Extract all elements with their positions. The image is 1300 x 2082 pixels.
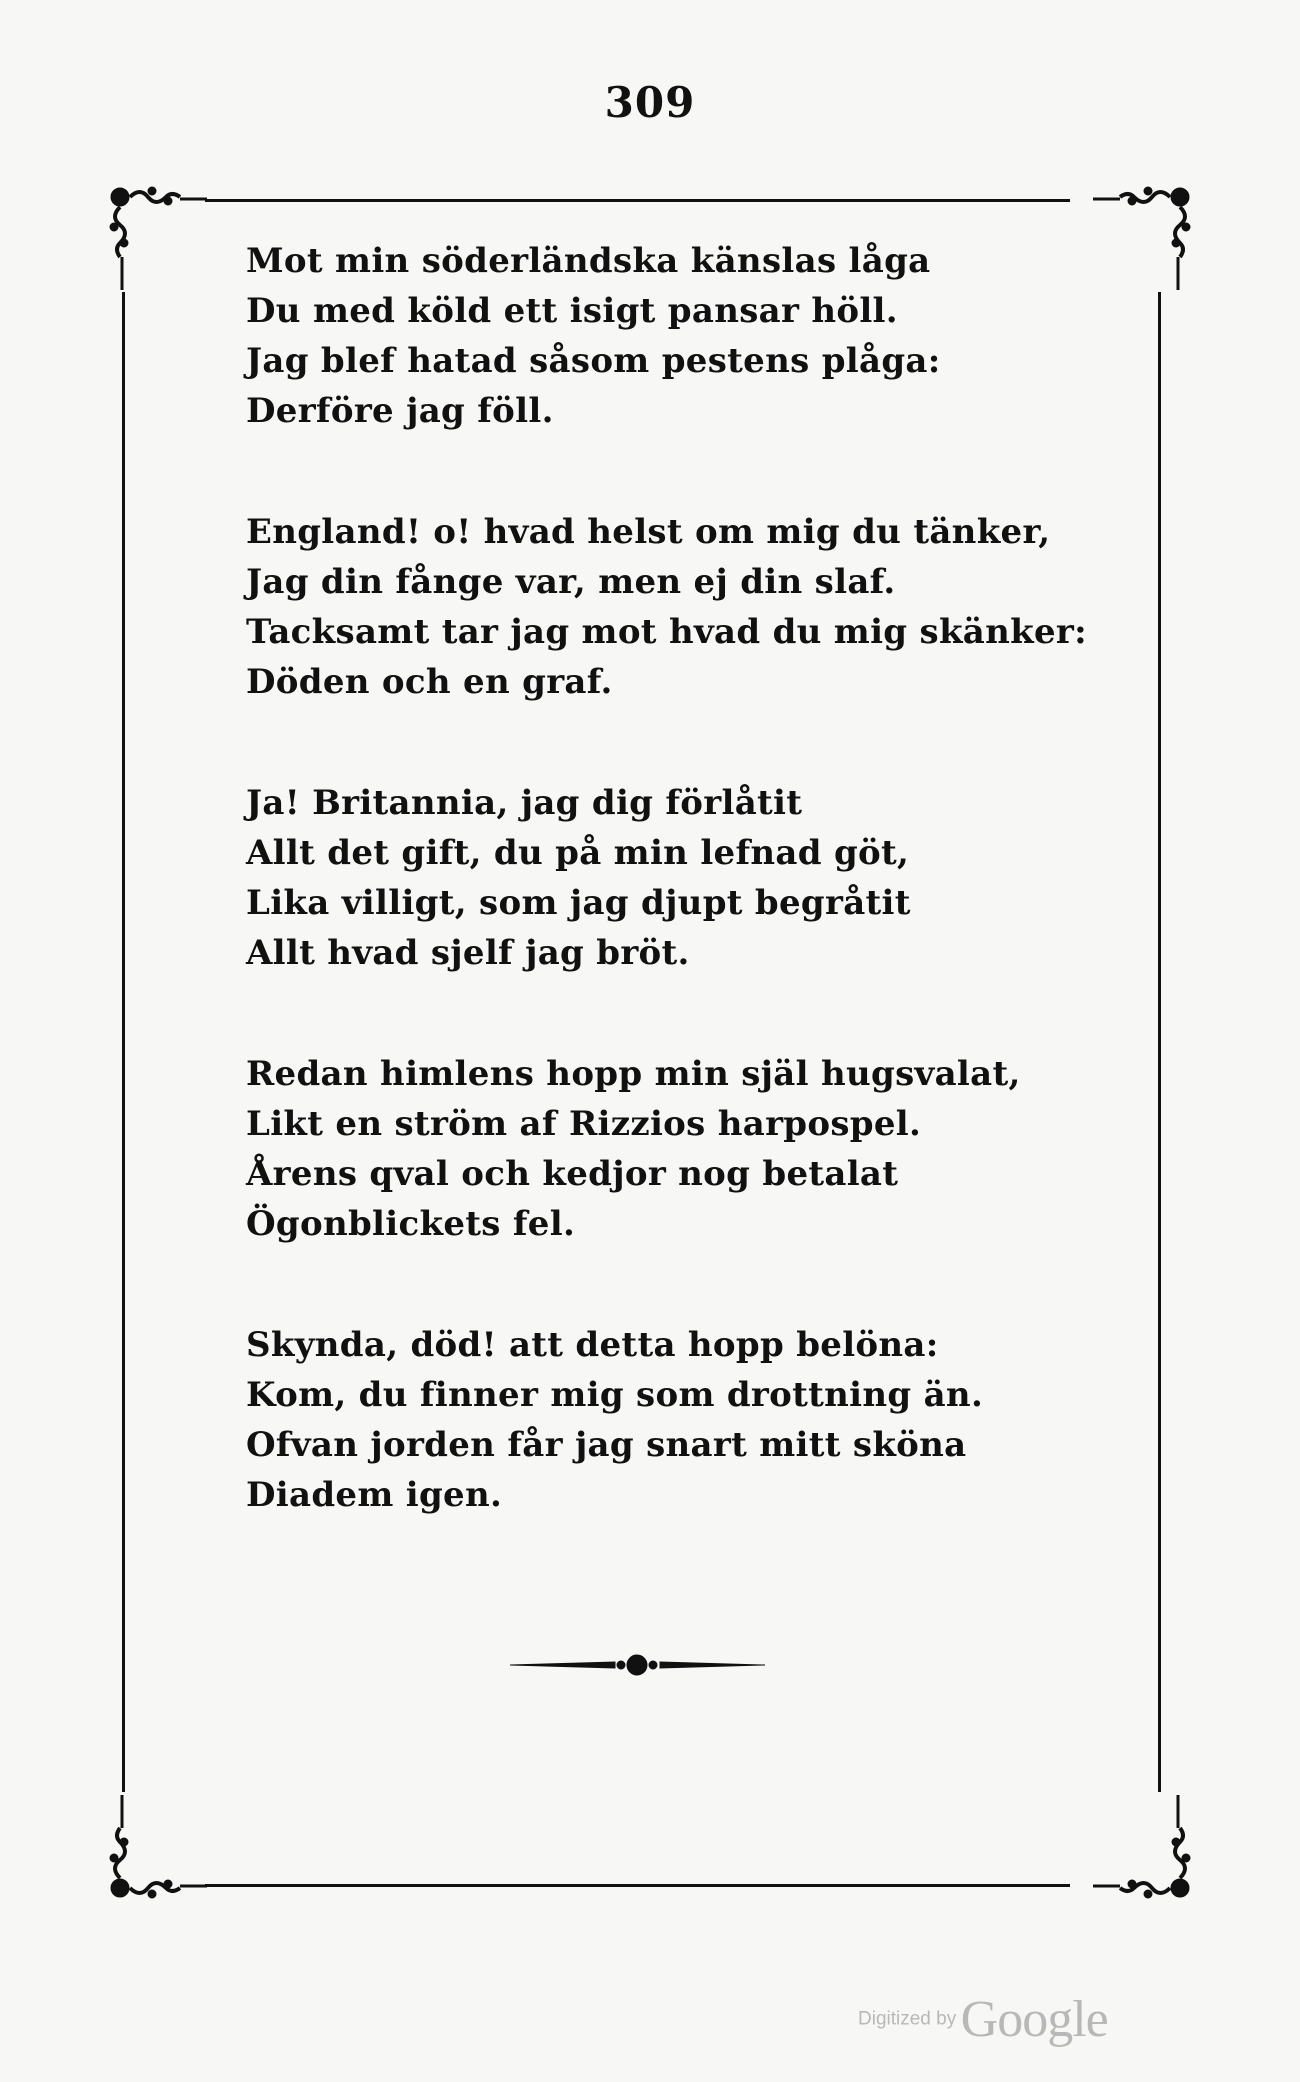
- verse-line: Jag din fånge var, men ej din slaf.: [246, 562, 896, 602]
- verse-line: Ja! Britannia, jag dig förlåtit: [246, 783, 803, 823]
- end-ornament: [505, 1650, 770, 1680]
- verse-line: Jag blef hatad såsom pestens plåga:: [246, 341, 941, 381]
- stanza-4: [246, 1049, 1046, 1249]
- frame-top-rule: [205, 199, 1070, 202]
- watermark-brand: Google: [960, 1991, 1108, 2048]
- verse-line: Lika villigt, som jag djupt begråtit: [246, 883, 911, 923]
- stanza-1: [246, 236, 1046, 436]
- verse-line: Allt det gift, du på min lefnad göt,: [246, 833, 910, 873]
- watermark-prefix: Digitized by: [858, 2008, 957, 2030]
- verse-line: Ögonblickets fel.: [246, 1204, 576, 1244]
- verse-line: Allt hvad sjelf jag bröt.: [246, 933, 690, 973]
- verse-line: Döden och en graf.: [246, 662, 613, 702]
- page-number: 309: [604, 78, 696, 127]
- stanza-5: [246, 1320, 1046, 1520]
- frame-bottom-rule: [205, 1884, 1070, 1887]
- corner-ornament-bottom-right: [1078, 1790, 1198, 1910]
- verse-line: Årens qval och kedjor nog betalat: [246, 1154, 899, 1194]
- verse-line: Du med köld ett isigt pansar höll.: [246, 291, 898, 331]
- corner-ornament-bottom-left: [102, 1790, 222, 1910]
- verse-line: Redan himlens hopp min själ hugsvalat,: [246, 1054, 1021, 1094]
- verse-line: Ofvan jorden får jag snart mitt sköna: [246, 1425, 967, 1465]
- digitized-watermark: [858, 1990, 1158, 2049]
- frame-right-rule: [1158, 292, 1161, 1792]
- stanza-3: [246, 778, 1046, 978]
- verse-line: Likt en ström af Rizzios harpospel.: [246, 1104, 922, 1144]
- verse-line: Kom, du finner mig som drottning än.: [246, 1375, 984, 1415]
- verse-line: Derföre jag föll.: [246, 391, 554, 431]
- verse-line: England! o! hvad helst om mig du tänker,: [246, 512, 1051, 552]
- verse-line: Skynda, död! att detta hopp belöna:: [246, 1325, 939, 1365]
- verse-line: Tacksamt tar jag mot hvad du mig skänker:: [246, 612, 1087, 652]
- verse-line: Mot min söderländska känslas låga: [246, 241, 931, 281]
- corner-ornament-top-right: [1078, 175, 1198, 295]
- corner-ornament-top-left: [102, 175, 222, 295]
- poem-body: [246, 236, 1087, 1591]
- stanza-2: [246, 507, 1087, 707]
- verse-line: Diadem igen.: [246, 1475, 503, 1515]
- frame-left-rule: [122, 292, 125, 1792]
